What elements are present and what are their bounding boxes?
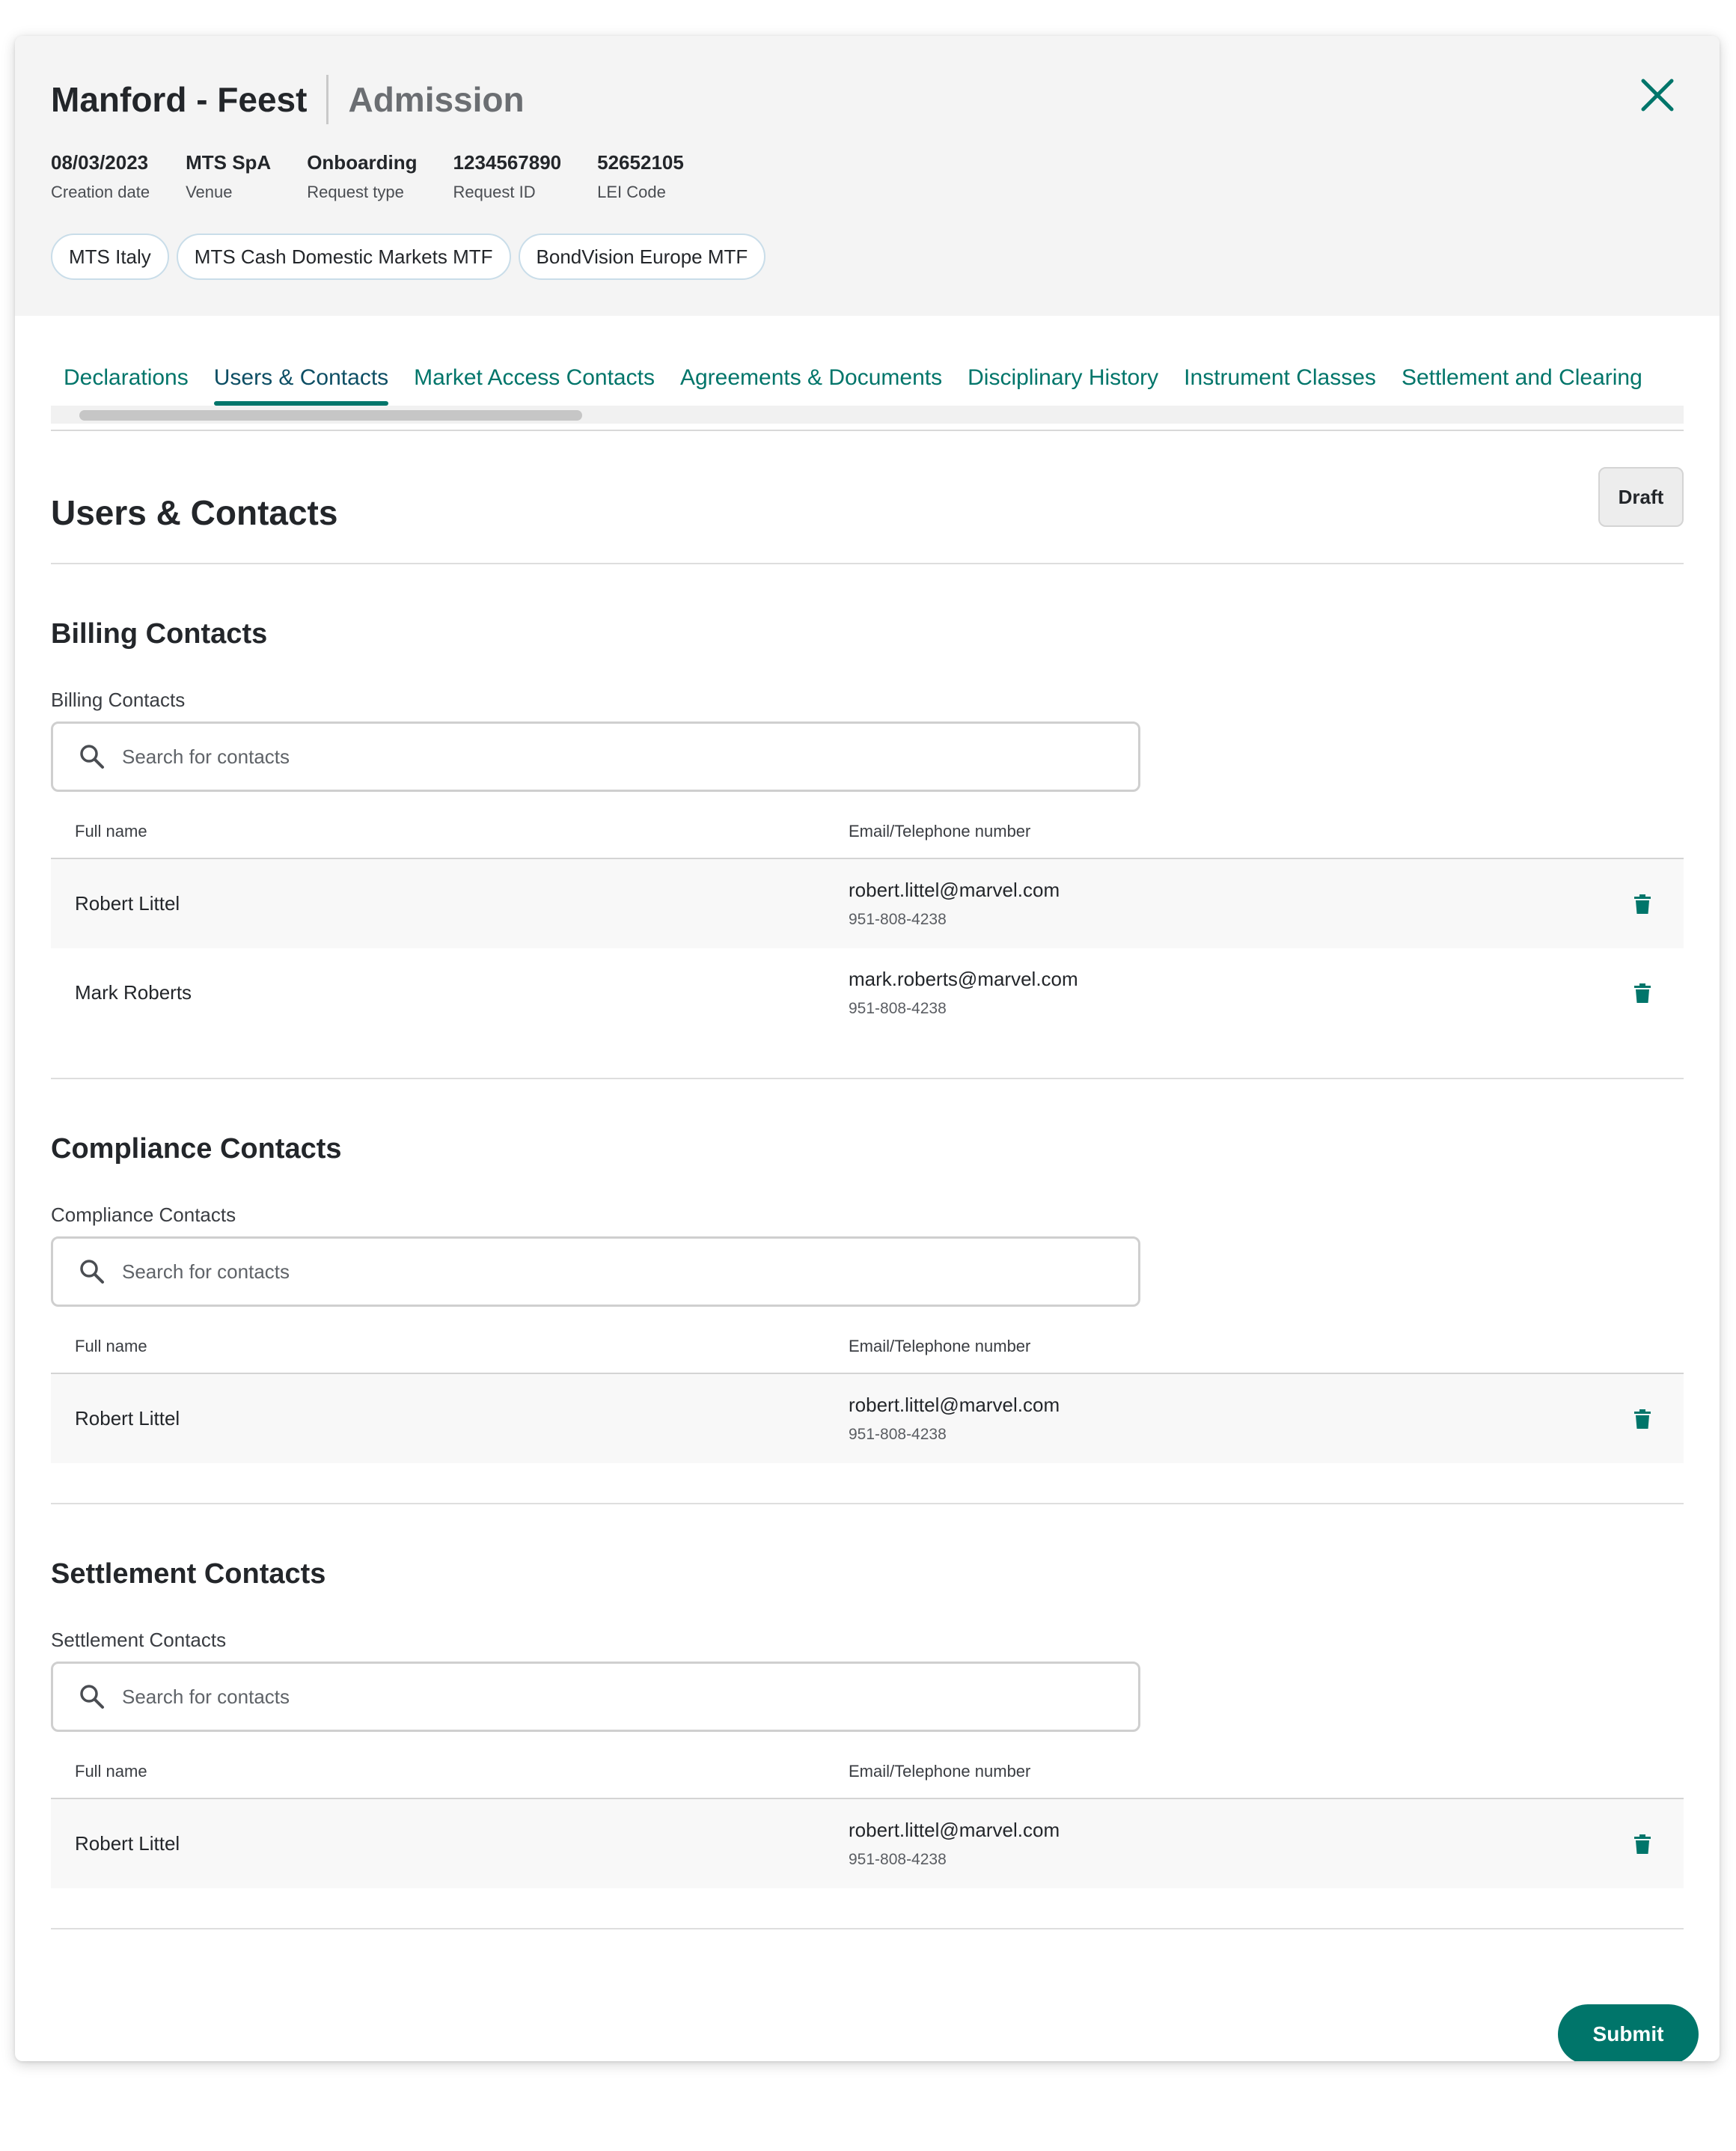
billing-contacts-section xyxy=(51,618,1684,1037)
search-icon xyxy=(79,1683,106,1710)
contact-name: Robert Littel xyxy=(75,892,180,915)
field-label: Compliance Contacts xyxy=(51,1203,236,1226)
section-title: Compliance Contacts xyxy=(51,1133,342,1165)
request-kind: Admission xyxy=(348,80,525,119)
contact-email: mark.roberts@marvel.com xyxy=(849,967,1078,990)
table-header xyxy=(51,1337,1684,1374)
contact-name: Robert Littel xyxy=(75,1407,180,1430)
divider xyxy=(51,1928,1684,1929)
table-row xyxy=(51,859,1684,948)
settlement-search-field[interactable] xyxy=(51,1662,1140,1732)
section-title: Settlement Contacts xyxy=(51,1558,326,1590)
page-title: Users & Contacts xyxy=(51,493,338,532)
contact-email: robert.littel@marvel.com xyxy=(849,878,1060,901)
company-name: Manford - Feest xyxy=(51,80,308,119)
meta-lei-code: 52652105 LEI Code xyxy=(597,151,684,201)
compliance-search-field[interactable] xyxy=(51,1236,1140,1307)
table-header xyxy=(51,1762,1684,1799)
table-header xyxy=(51,822,1684,859)
meta-creation-date: 08/03/2023 Creation date xyxy=(51,151,150,201)
divider xyxy=(51,563,1684,564)
compliance-contacts-section xyxy=(51,1133,1684,1463)
tab-agreements-documents[interactable]: Agreements & Documents xyxy=(679,365,943,390)
field-label: Billing Contacts xyxy=(51,689,186,711)
divider xyxy=(51,1078,1684,1079)
contact-details xyxy=(849,1817,1597,1871)
contact-name: Mark Roberts xyxy=(75,981,192,1004)
close-button[interactable] xyxy=(1637,75,1678,115)
market-chip: MTS Italy xyxy=(51,234,169,280)
market-chip: BondVision Europe MTF xyxy=(519,234,766,280)
column-contact: Email/Telephone number xyxy=(849,1337,1031,1355)
compliance-search-input[interactable] xyxy=(122,1260,1095,1284)
title-divider xyxy=(326,75,328,124)
contact-email: robert.littel@marvel.com xyxy=(849,1393,1060,1416)
contact-name: Robert Littel xyxy=(75,1832,180,1855)
tab-scrollbar[interactable] xyxy=(51,406,1684,424)
table-row xyxy=(51,1799,1684,1888)
submit-button[interactable]: Submit xyxy=(1558,2004,1699,2061)
market-chip: MTS Cash Domestic Markets MTF xyxy=(177,234,511,280)
billing-search-input[interactable] xyxy=(122,745,1095,769)
tab-scrollbar-thumb[interactable] xyxy=(79,410,582,421)
contact-details xyxy=(849,1392,1597,1446)
tab-bar xyxy=(51,350,1684,433)
meta-request-type: Onboarding Request type xyxy=(307,151,418,201)
tab-users-contacts[interactable]: Users & Contacts xyxy=(201,350,401,406)
tab-disciplinary-history[interactable]: Disciplinary History xyxy=(968,365,1159,390)
tab-instrument-classes[interactable]: Instrument Classes xyxy=(1184,365,1376,390)
settlement-contacts-table xyxy=(51,1762,1684,1888)
billing-search-field[interactable] xyxy=(51,721,1140,792)
close-icon xyxy=(1637,75,1678,115)
status-badge: Draft xyxy=(1598,467,1684,527)
settlement-contacts-section xyxy=(51,1558,1684,1888)
search-icon xyxy=(79,743,106,770)
tab-settlement-clearing[interactable]: Settlement and Clearing xyxy=(1401,365,1642,390)
column-contact: Email/Telephone number xyxy=(849,822,1031,840)
field-label: Settlement Contacts xyxy=(51,1629,227,1651)
table-row xyxy=(51,948,1684,1037)
trash-icon[interactable] xyxy=(1633,894,1652,915)
contact-details xyxy=(849,966,1597,1020)
contact-phone: 951-808-4238 xyxy=(849,999,947,1017)
contact-phone: 951-808-4238 xyxy=(849,1850,947,1868)
contact-phone: 951-808-4238 xyxy=(849,1425,947,1443)
column-contact: Email/Telephone number xyxy=(849,1762,1031,1781)
contact-details xyxy=(849,877,1597,931)
divider xyxy=(51,1503,1684,1504)
market-chips xyxy=(51,234,765,280)
tab-market-access-contacts[interactable]: Market Access Contacts xyxy=(414,365,655,390)
search-icon xyxy=(79,1258,106,1285)
title-row xyxy=(51,73,525,126)
meta-request-id: 1234567890 Request ID xyxy=(453,151,562,201)
trash-icon[interactable] xyxy=(1633,983,1652,1004)
admission-modal xyxy=(15,36,1720,2061)
column-full-name: Full name xyxy=(75,1762,147,1781)
trash-icon[interactable] xyxy=(1633,1834,1652,1855)
column-full-name: Full name xyxy=(75,822,147,840)
table-row xyxy=(51,1374,1684,1463)
tab-declarations[interactable]: Declarations xyxy=(64,365,189,390)
tabs-divider xyxy=(51,430,1684,431)
modal-header xyxy=(15,36,1720,316)
settlement-search-input[interactable] xyxy=(122,1685,1095,1709)
billing-contacts-table xyxy=(51,822,1684,1037)
trash-icon[interactable] xyxy=(1633,1409,1652,1430)
contact-email: robert.littel@marvel.com xyxy=(849,1818,1060,1841)
compliance-contacts-table xyxy=(51,1337,1684,1463)
meta-venue: MTS SpA Venue xyxy=(186,151,272,201)
request-meta xyxy=(51,150,720,205)
column-full-name: Full name xyxy=(75,1337,147,1355)
section-title: Billing Contacts xyxy=(51,618,268,650)
contact-phone: 951-808-4238 xyxy=(849,910,947,928)
